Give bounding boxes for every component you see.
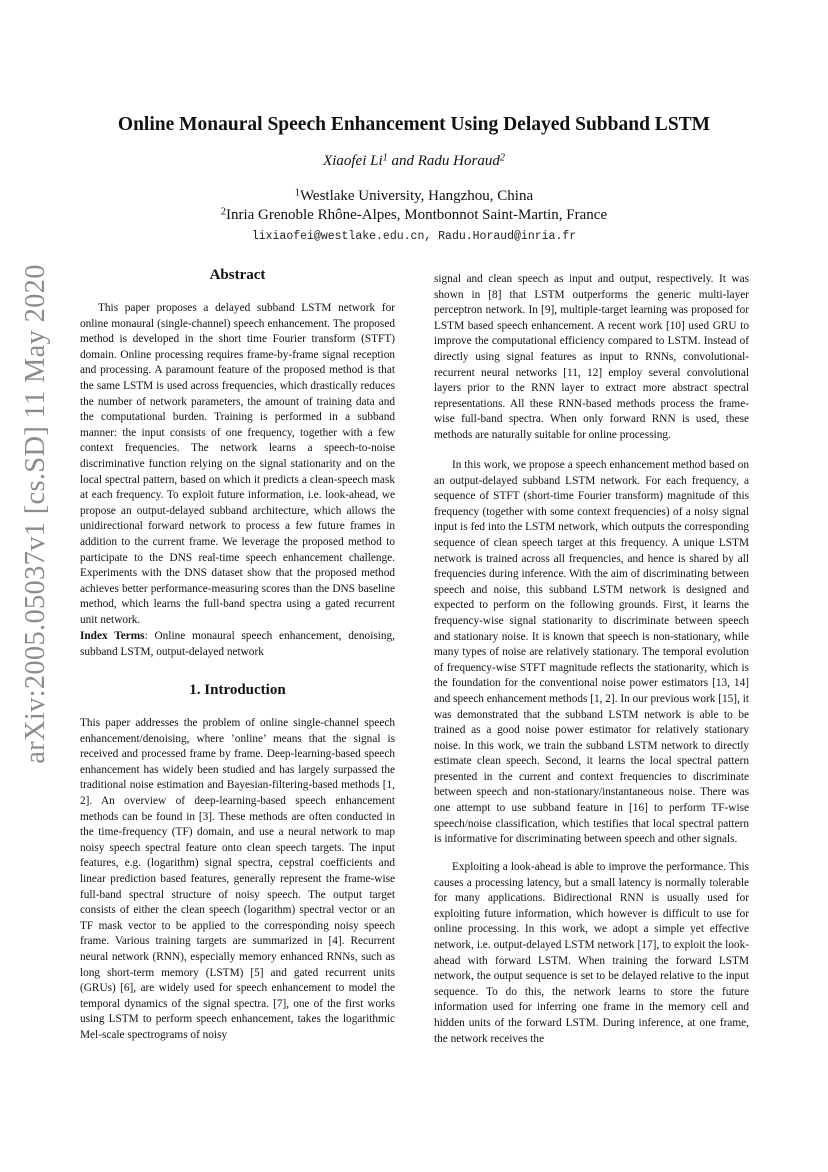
- author-line: [0, 153, 828, 170]
- intro-paragraph-3: Exploiting a look-ahead is able to improve the performance. This causes a processing latency, but a small latency is normally tolerable for many applications. Bidirectional RNN is usually used for exploiting future information, which however is difficult to use for online processing. In this work, we adopt a simple yet effective network, i.e. output-delayed LSTM network [17], to exploit the look-ahead with forward LSTM. When training the forward LSTM network, the output sequence is set to be delayed relative to the input sequence. To do this, the network learns to store the future information used for inferring one frame in the memory cell and hidden units of the forward LSTM. During inference, at one frame, the network receives the: [434, 861, 749, 1045]
- index-terms: [80, 629, 395, 660]
- intro-paragraph-1: This paper addresses the problem of online single-channel speech enhancement/denoising, where ’online’ means that the signal is received and processed frame by frame. Deep-learning-based speech enhancement has widely been studied and has largely surpassed the traditional noise estimation and Bayesian-filtering-based methods [1, 2]. An overview of deep-learning-based speech enhancement methods can be found in [3]. These methods are often conducted in the time-frequency (TF) domain, and use a neural network to map noisy speech spectral feature onto clean speech targets. The input features, e.g. (logarithm) signal spectra, cepstral coefficients and linear prediction based features, generally represent the frame-wise full-band spectral structure of noisy speech. The output target consists of either the clean speech (logarithm) spectral vector or an TF mask vector to be applied to the corresponding noisy speech frame. Various training targets are summarized in [4]. Recurrent neural network (RNN), especially memory enhanced RNNs, such as long short-term memory (LSTM) [5] and gated recurrent units (GRUs) [6], are widely used for speech enhancement to model the temporal dynamics of the signal spectra. [7], one of the first works using LSTM to perform speech enhancement, takes the logarithmic Mel-scale spectrograms of noisy: [80, 717, 395, 1041]
- affiliation-1: [0, 188, 828, 205]
- abstract-heading: Abstract: [209, 267, 266, 283]
- intro-heading: 1. Introduction: [189, 682, 286, 698]
- author-2: Radu Horaud: [417, 153, 500, 169]
- index-terms-label: Index Terms: [80, 630, 145, 642]
- affiliation-1-text: Westlake University, Hangzhou, China: [299, 188, 534, 204]
- index-terms-text: : Online monaural speech enhancement, denoising, subband LSTM, output-delayed network: [80, 630, 396, 658]
- arxiv-stamp: [14, 264, 58, 764]
- arxiv-stamp-text: arXiv:2005.05037v1 [cs.SD] 11 May 2020: [20, 264, 52, 764]
- author-conjunction: and: [387, 153, 418, 169]
- abstract-text: This paper proposes a delayed subband LSTM network for online monaural (single-channel) speech enhancement. The proposed method is developed in the short time Fourier transform (STFT) domain. Online processing requires frame-by-frame signal reception and processing. A paramount feature of the proposed method is that the same LSTM is used across frequencies, which drastically reduces the number of network parameters, the amount of training data and the computational burden. Training is performed in a subband manner: the input consists of one frequency, together with a few context frequencies. The network learns a speech-to-noise discriminative function relying on the signal stationarity and on the local spectral pattern, based on which it predicts a clean-speech mask at each frequency. To exploit future information, i.e. look-ahead, we propose an output-delayed subband architecture, which allows the unidirectional forward network to process a few future frames in addition to the current frame. We leverage the proposed method to participate to the DNS real-time speech enhancement challenge. Experiments with the DNS dataset show that the proposed method achieves better performance-measuring scores than the DNS baseline method, which learns the full-band spectra using a gated recurrent unit network.: [80, 302, 395, 626]
- author-emails: lixiaofei@westlake.edu.cn, Radu.Horaud@inria.fr: [251, 230, 577, 243]
- author-2-affil-mark: 2: [499, 152, 505, 164]
- author-1: Xiaofei Li: [323, 153, 383, 169]
- affiliation-1-mark: 1: [294, 187, 300, 199]
- affiliation-2-text: Inria Grenoble Rhône-Alpes, Montbonnot Saint-Martin, France: [225, 207, 608, 223]
- intro-paragraph-1-continued: signal and clean speech as input and output, respectively. It was shown in [8] that LSTM outperforms the generic multi-layer perceptron network. In [9], multiple-target learning was proposed for LSTM based speech enhancement. A recent work [10] used GRU to improve the computational efficiency compared to LSTM. Instead of directly using signal features as input to RNNs, convolutional-recurrent neural networks [11, 12] employ several convolutional layers prior to the RNN layer to extract more abstract spectral representations. All these RNN-based methods process the frame-wise full-band spectra. When only forward RNN is used, these methods are naturally suitable for online processing.: [434, 273, 749, 441]
- affiliation-2: [0, 207, 828, 224]
- intro-paragraph-2: In this work, we propose a speech enhancement method based on an output-delayed subband LSTM network. For each frequency, a sequence of STFT (short-time Fourier transform) magnitude of this frequency (together with some context frequencies) of a noisy signal input is fed into the LSTM network, which outputs the corresponding sequence of clean speech target at this frequency. A unique LSTM network is trained across all frequencies, and hence is shared by all frequencies during inference. With the aim of discriminating between speech and noise, this subband LSTM network is designed and expected to perform on the following grounds. First, it learns the frequency-wise signal stationarity to discriminate between speech and stationary noise. It is known that speech is non-stationary, while many types of noise are relatively stationary. The temporal evolution of frequency-wise STFT magnitude reflects the stationarity, which is the foundation for the conventional noise power estimators [13, 14] and speech enhancement methods [1, 2]. In our previous work [15], it was demonstrated that the subband LSTM network is able to be trained as a good noise power estimator for relatively stationary noise. In this work, we train the subband LSTM network to directly estimate clean speech. Second, it learns the local spectral pattern presented in the current and context frequencies to discriminate between speech and non-stationary/instantaneous noise. There was one attempt to use subband feature in [16] to perform TF-wise speech/noise classification, which testifies that local spectral pattern is informative for discriminating between speech and other signals.: [434, 459, 749, 846]
- paper-title: Online Monaural Speech Enhancement Using Delayed Subband LSTM: [117, 114, 711, 135]
- author-1-affil-mark: 1: [382, 152, 388, 164]
- affiliation-2-mark: 2: [220, 206, 226, 218]
